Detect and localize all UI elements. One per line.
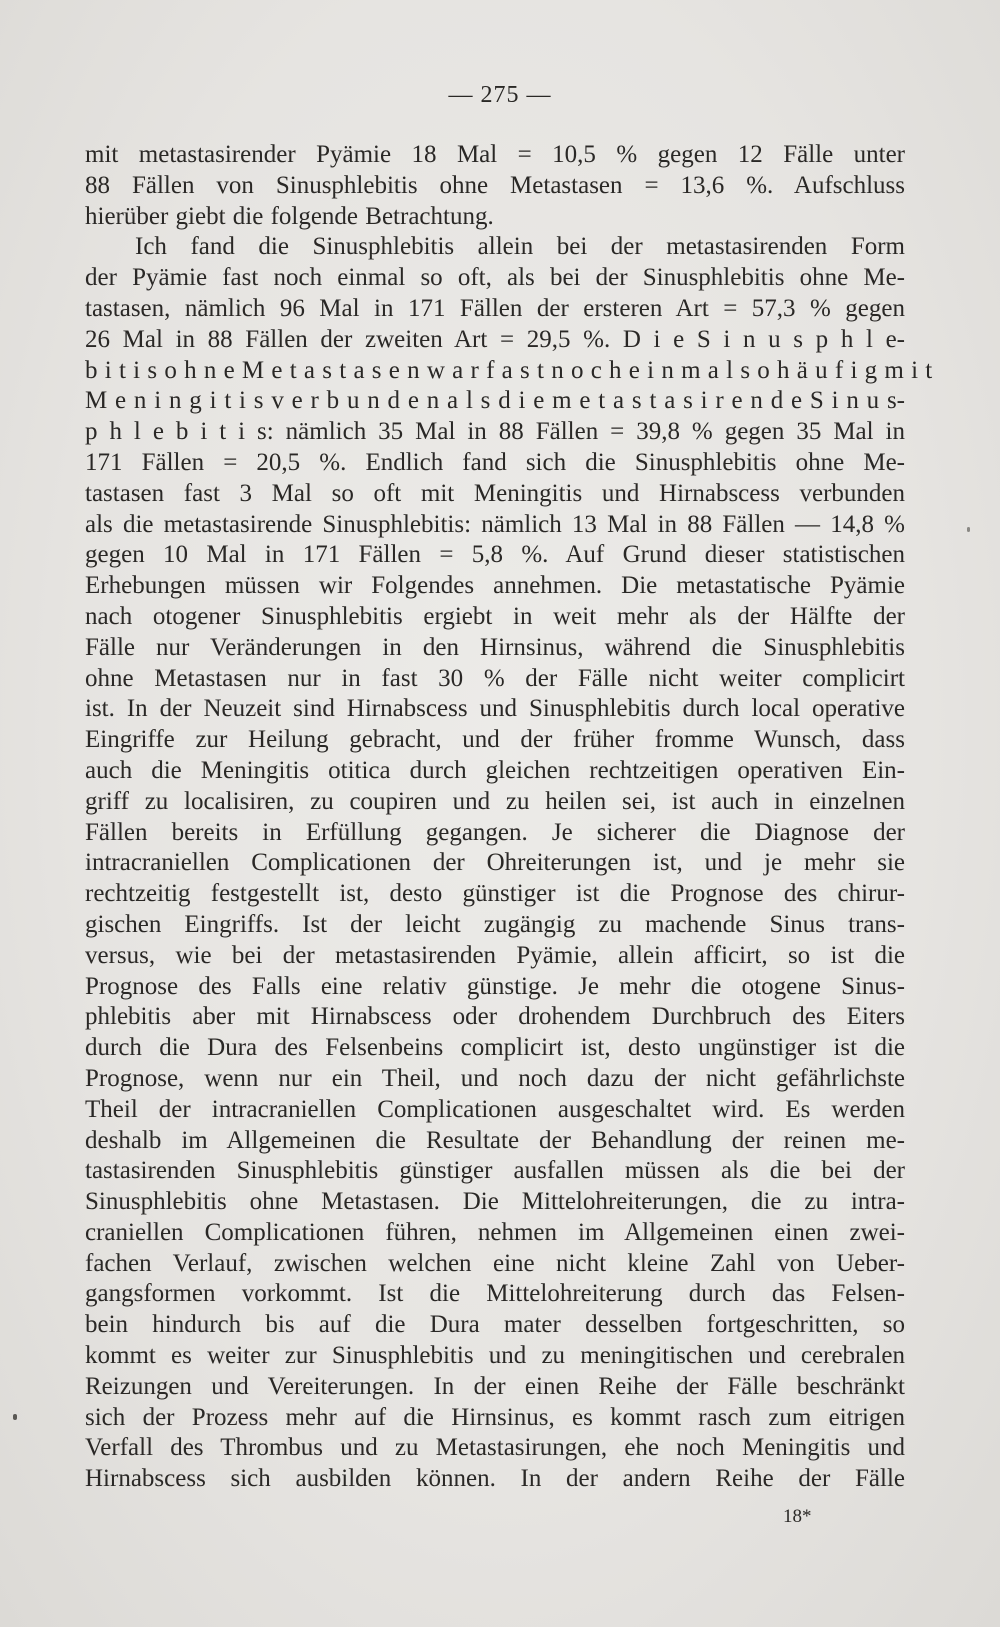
text-line: M e n i n g i t i s v e r b u n d e n a l s d i e m e t a s t a s i r e n d e S i n u s- <box>85 387 905 415</box>
text-line: rechtzeitig festgestellt ist, desto günstiger ist die Prognose des chirur- <box>85 880 905 908</box>
text-line: Sinusphlebitis ohne Metastasen. Die Mittelohreiterungen, die zu intra- <box>85 1188 905 1216</box>
text-line: durch die Dura des Felsenbeins complicirt ist, desto ungünstiger ist die <box>85 1034 905 1062</box>
text-line: bein hindurch bis auf die Dura mater desselben fortgeschritten, so <box>85 1311 905 1339</box>
text-line: ohne Metastasen nur in fast 30 % der Fälle nicht weiter complicirt <box>85 664 905 692</box>
page-number-header: — 275 — <box>448 82 552 108</box>
text-line: der Pyämie fast noch einmal so oft, als bei der Sinusphlebitis ohne Me- <box>85 264 905 292</box>
text-line: 26 Mal in 88 Fällen der zweiten Art = 29,5 %. D i e S i n u s p h l e- <box>85 325 905 353</box>
body-text <box>85 140 933 1495</box>
text-line: als die metastasirende Sinusphlebitis: nämlich 13 Mal in 88 Fällen — 14,8 % <box>85 510 905 538</box>
text-line: Theil der intracraniellen Complicationen ausgeschaltet wird. Es werden <box>85 1095 905 1123</box>
text-line: 171 Fällen = 20,5 %. Endlich fand sich die Sinusphlebitis ohne Me- <box>85 448 905 476</box>
text-line: gischen Eingriffs. Ist der leicht zugängig zu machende Sinus trans- <box>85 910 905 938</box>
text-line: sich der Prozess mehr auf die Hirnsinus, es kommt rasch zum eitrigen <box>85 1403 905 1431</box>
text-line: Hirnabscess sich ausbilden können. In der andern Reihe der Fälle <box>85 1465 905 1493</box>
text-line: Ich fand die Sinusphlebitis allein bei der metastasirenden Form <box>135 233 905 261</box>
text-line: kommt es weiter zur Sinusphlebitis und zu meningitischen und cerebralen <box>85 1342 905 1370</box>
margin-speck <box>13 1414 17 1420</box>
text-line: tastasirenden Sinusphlebitis günstiger ausfallen müssen als die bei der <box>85 1157 905 1185</box>
text-line: craniellen Complicationen führen, nehmen im Allgemeinen einen zwei- <box>85 1218 905 1246</box>
text-line: gangsformen vorkommt. Ist die Mittelohreiterung durch das Felsen- <box>85 1280 905 1308</box>
text-line: Prognose, wenn nur ein Theil, und noch dazu der nicht gefährlichste <box>85 1064 905 1092</box>
text-line: Reizungen und Vereiterungen. In der einen Reihe der Fälle beschränkt <box>85 1372 905 1400</box>
text-line: Erhebungen müssen wir Folgendes annehmen. Die metastatische Pyämie <box>85 572 905 600</box>
text-line: 88 Fällen von Sinusphlebitis ohne Metastasen = 13,6 %. Aufschluss <box>85 171 905 199</box>
text-line: hierüber giebt die folgende Betrachtung. <box>85 202 494 230</box>
text-line: ist. In der Neuzeit sind Hirnabscess und Sinusphlebitis durch local operative <box>85 695 905 723</box>
text-line: Fälle nur Veränderungen in den Hirnsinus, während die Sinusphlebitis <box>85 633 905 661</box>
text-line: Prognose des Falls eine relativ günstige. Je mehr die otogene Sinus- <box>85 972 905 1000</box>
text-line: Verfall des Thrombus und zu Metastasirungen, ehe noch Meningitis und <box>85 1434 905 1462</box>
text-line: auch die Meningitis otitica durch gleichen rechtzeitigen operativen Ein- <box>85 756 905 784</box>
text-line: intracraniellen Complicationen der Ohreiterungen ist, und je mehr sie <box>85 849 905 877</box>
text-line: gegen 10 Mal in 171 Fällen = 5,8 %. Auf Grund dieser statistischen <box>85 541 905 569</box>
text-line: p h l e b i t i s: nämlich 35 Mal in 88 Fällen = 39,8 % gegen 35 Mal in <box>85 418 905 446</box>
margin-speck <box>967 527 970 532</box>
text-line: nach otogener Sinusphlebitis ergiebt in weit mehr als der Hälfte der <box>85 602 905 630</box>
text-line: Fällen bereits in Erfüllung gegangen. Je sicherer die Diagnose der <box>85 818 905 846</box>
text-line: b i t i s o h n e M e t a s t a s e n w a r f a s t n o c h e i n m a l s o h ä u f i g m i t <box>85 356 933 384</box>
text-line: phlebitis aber mit Hirnabscess oder drohendem Durchbruch des Eiters <box>85 1003 905 1031</box>
signature-mark: 18* <box>783 1506 812 1527</box>
text-line: versus, wie bei der metastasirenden Pyämie, allein afficirt, so ist die <box>85 941 905 969</box>
text-line: tastasen fast 3 Mal so oft mit Meningitis und Hirnabscess verbunden <box>85 479 905 507</box>
text-line: mit metastasirender Pyämie 18 Mal = 10,5 % gegen 12 Fälle unter <box>85 141 905 168</box>
text-line: tastasen, nämlich 96 Mal in 171 Fällen der ersteren Art = 57,3 % gegen <box>85 294 905 322</box>
text-line: Eingriffe zur Heilung gebracht, und der früher fromme Wunsch, dass <box>85 726 905 754</box>
text-line: fachen Verlauf, zwischen welchen eine nicht kleine Zahl von Ueber- <box>85 1249 905 1277</box>
text-line: griff zu localisiren, zu coupiren und zu heilen sei, ist auch in einzelnen <box>85 787 905 815</box>
text-line: deshalb im Allgemeinen die Resultate der Behandlung der reinen me- <box>85 1126 905 1154</box>
